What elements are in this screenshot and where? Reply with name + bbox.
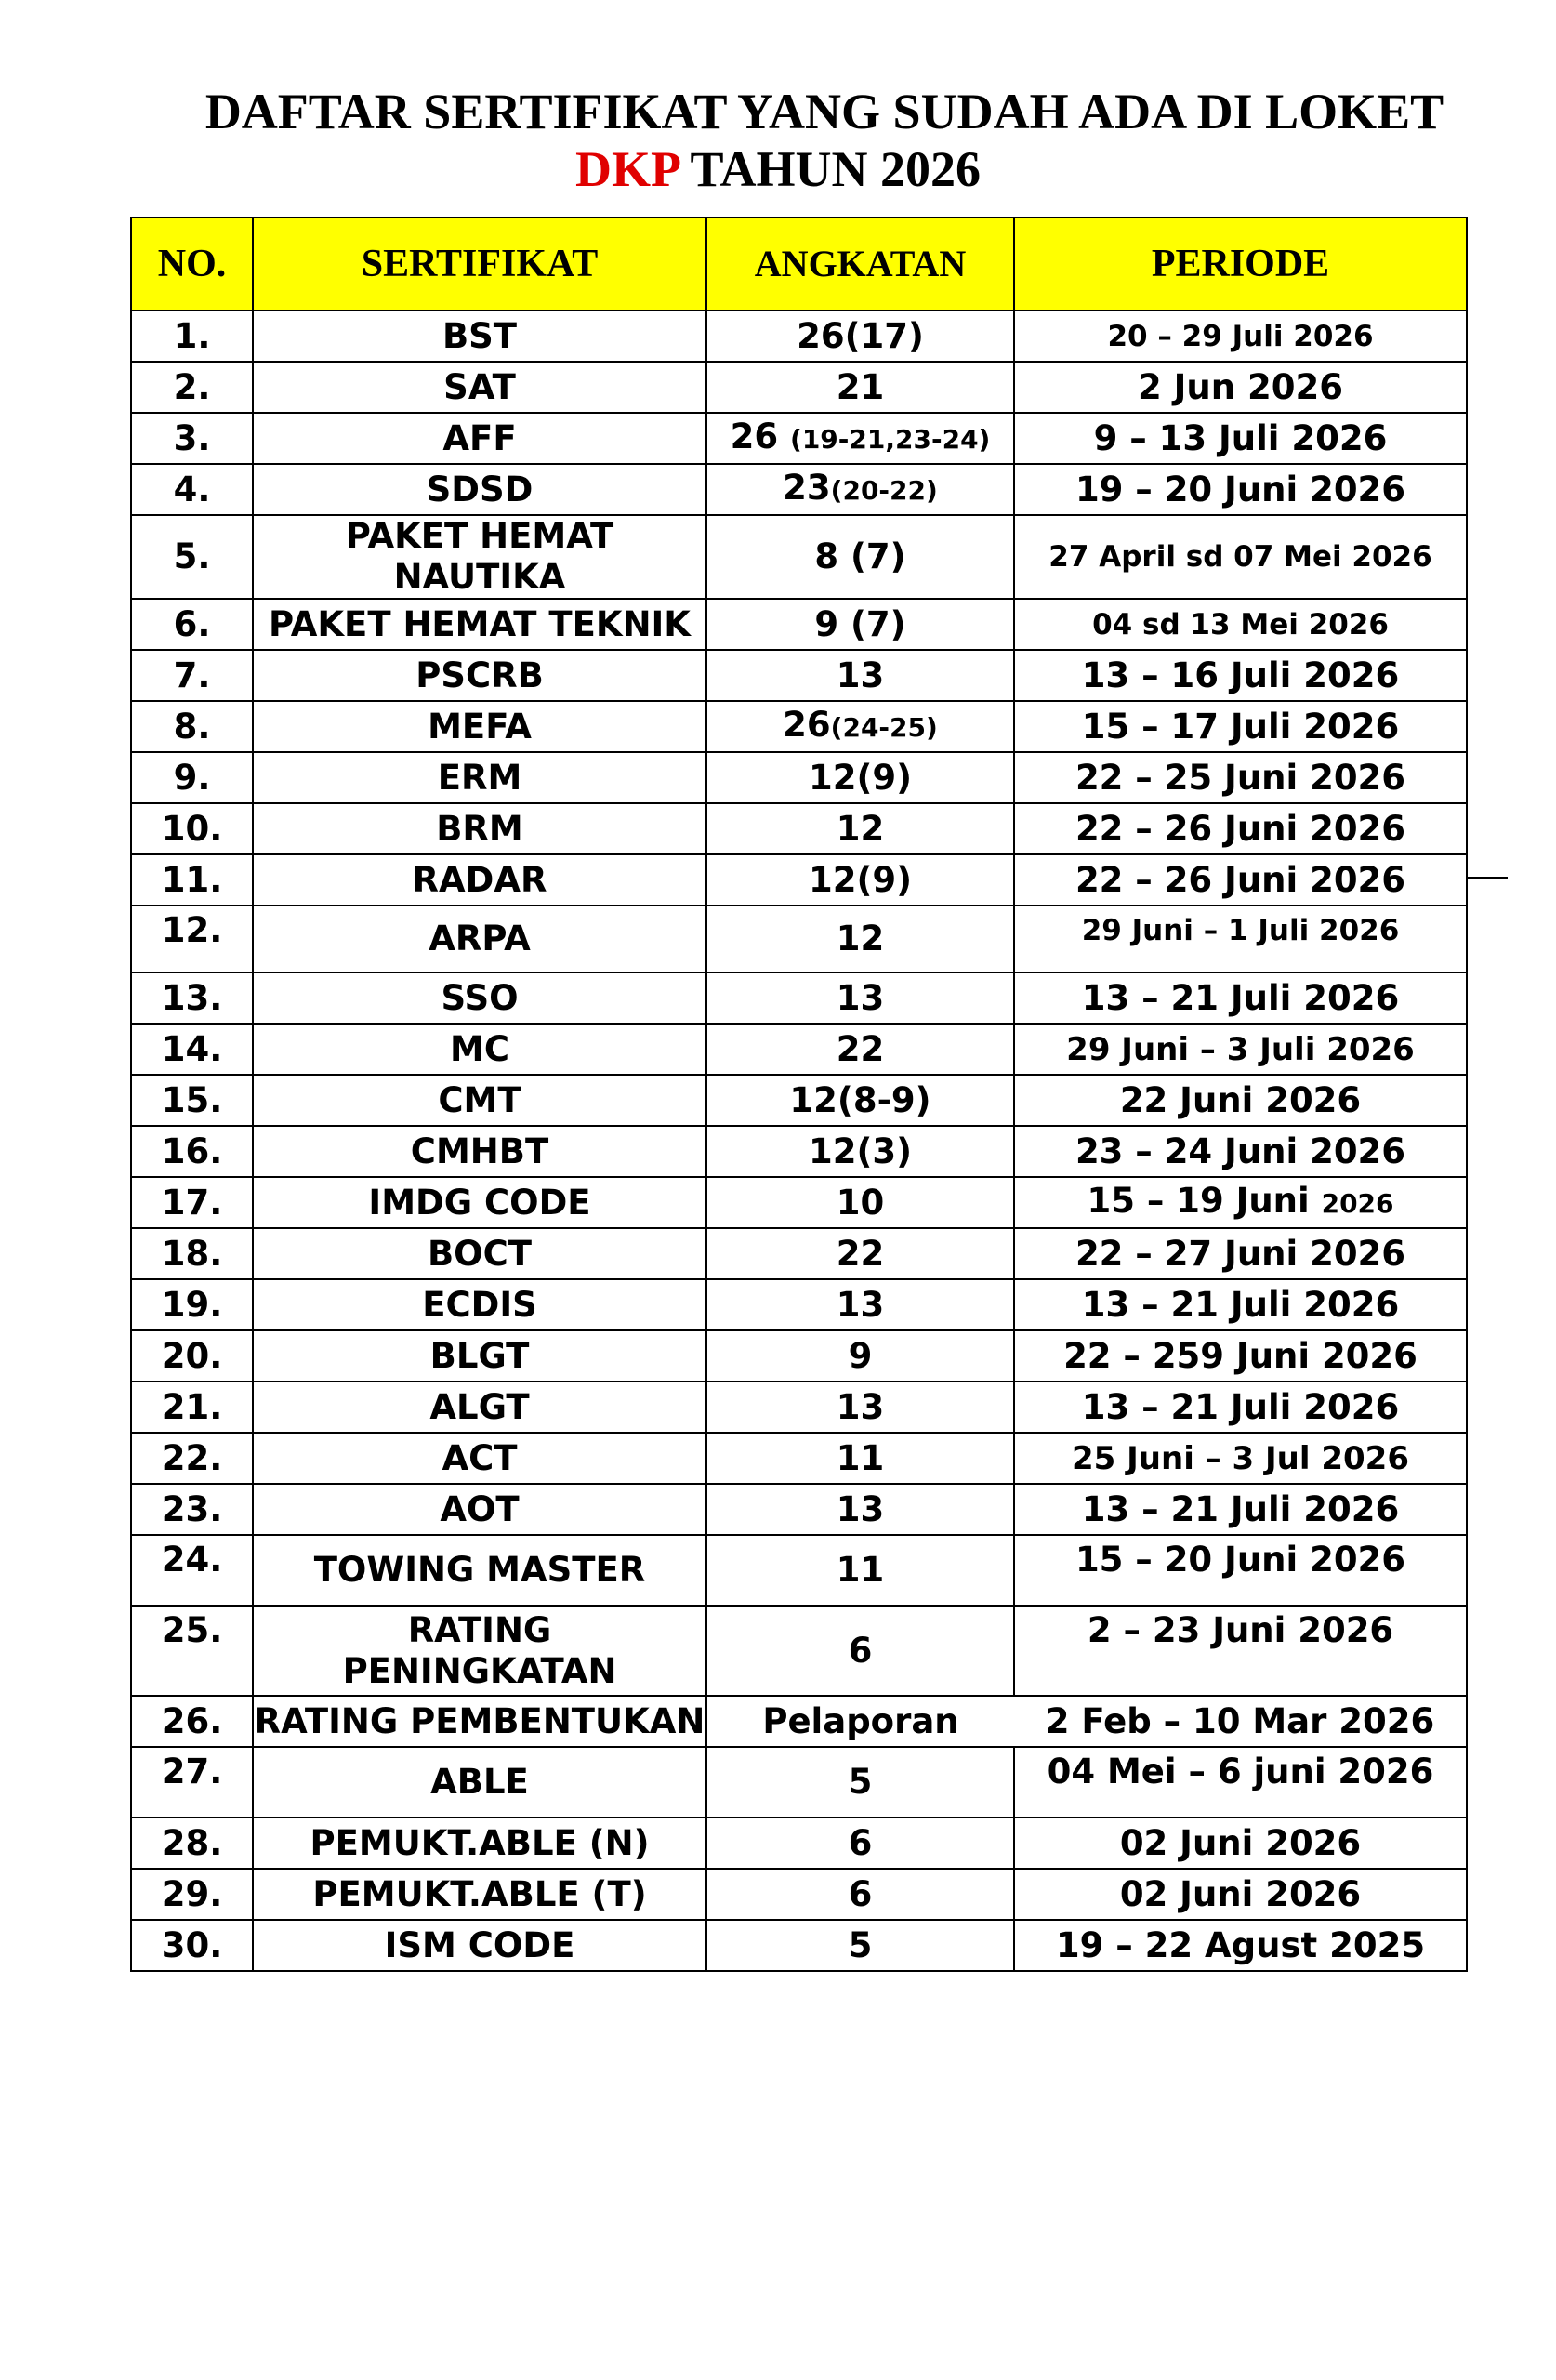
row-periode: 27 April sd 07 Mei 2026 — [1014, 515, 1467, 599]
row-periode: 2 Jun 2026 — [1014, 362, 1467, 413]
table-row — [131, 752, 1467, 803]
angkatan-sub: (24-25) — [830, 712, 938, 743]
angkatan-sub: (20-22) — [830, 475, 938, 506]
row-no: 17. — [131, 1177, 253, 1228]
row-angkatan: 8 (7) — [706, 515, 1014, 599]
row-sertifikat: BST — [253, 311, 706, 362]
row-sertifikat: SAT — [253, 362, 706, 413]
row-no: 10. — [131, 803, 253, 854]
angkatan-main: 23 — [783, 468, 831, 508]
row-sertifikat: AOT — [253, 1484, 706, 1535]
row-sertifikat — [253, 1606, 706, 1696]
row-no: 4. — [131, 464, 253, 515]
row-angkatan: 12 — [706, 803, 1014, 854]
row-no: 16. — [131, 1126, 253, 1177]
row-periode: 13 – 21 Juli 2026 — [1014, 972, 1467, 1024]
table-row — [131, 1747, 1467, 1818]
row-periode: 25 Juni – 3 Jul 2026 — [1014, 1433, 1467, 1484]
table-row — [131, 1818, 1467, 1869]
row-no: 18. — [131, 1228, 253, 1279]
row-no: 13. — [131, 972, 253, 1024]
row-periode: 29 Juni – 3 Juli 2026 — [1014, 1024, 1467, 1075]
header-angkatan: ANGKATAN — [706, 218, 1014, 311]
row-sertifikat: SSO — [253, 972, 706, 1024]
row-periode: 04 sd 13 Mei 2026 — [1014, 599, 1467, 650]
row-no: 14. — [131, 1024, 253, 1075]
row-angkatan: 6 — [706, 1818, 1014, 1869]
row-angkatan: 6 — [706, 1606, 1014, 1696]
row-periode: 15 – 17 Juli 2026 — [1014, 701, 1467, 752]
row-angkatan: 5 — [706, 1920, 1014, 1971]
table-row — [131, 1869, 1467, 1920]
row-no: 25. — [131, 1606, 253, 1696]
row-no: 19. — [131, 1279, 253, 1330]
row-periode: 22 – 27 Juni 2026 — [1014, 1228, 1467, 1279]
row-angkatan: 6 — [706, 1869, 1014, 1920]
row-no: 8. — [131, 701, 253, 752]
row-sertifikat: ALGT — [253, 1382, 706, 1433]
row-no: 28. — [131, 1818, 253, 1869]
row-angkatan: 13 — [706, 1484, 1014, 1535]
row-sertifikat: ISM CODE — [253, 1920, 706, 1971]
row-periode: 13 – 16 Juli 2026 — [1014, 650, 1467, 701]
row-periode: 19 – 22 Agust 2025 — [1014, 1920, 1467, 1971]
row-no: 12. — [131, 906, 253, 972]
row-periode: 02 Juni 2026 — [1014, 1869, 1467, 1920]
row-no: 27. — [131, 1747, 253, 1818]
row-no: 3. — [131, 413, 253, 464]
row-angkatan: 9 — [706, 1330, 1014, 1382]
row-angkatan: 26(17) — [706, 311, 1014, 362]
row-no: 21. — [131, 1382, 253, 1433]
table-row — [131, 599, 1467, 650]
header-periode: PERIODE — [1014, 218, 1467, 311]
row-periode: 13 – 21 Juli 2026 — [1014, 1484, 1467, 1535]
row-periode: 29 Juni – 1 Juli 2026 — [1014, 906, 1467, 972]
table-row — [131, 362, 1467, 413]
row-no: 5. — [131, 515, 253, 599]
row-no: 1. — [131, 311, 253, 362]
row-angkatan: 12(3) — [706, 1126, 1014, 1177]
row-sertifikat: PAKET HEMAT TEKNIK — [253, 599, 706, 650]
row-sertifikat: MC — [253, 1024, 706, 1075]
row-angkatan — [706, 464, 1014, 515]
table-row — [131, 1606, 1467, 1696]
row-no: 29. — [131, 1869, 253, 1920]
row-sertifikat: PSCRB — [253, 650, 706, 701]
row-sertifikat: BLGT — [253, 1330, 706, 1382]
row-no: 26. — [131, 1696, 253, 1747]
row-no: 15. — [131, 1075, 253, 1126]
row-angkatan: 22 — [706, 1024, 1014, 1075]
row-periode: 13 – 21 Juli 2026 — [1014, 1279, 1467, 1330]
row-periode: 22 – 259 Juni 2026 — [1014, 1330, 1467, 1382]
row-no: 7. — [131, 650, 253, 701]
row-sertifikat: PEMUKT.ABLE (T) — [253, 1869, 706, 1920]
row-sertifikat: CMT — [253, 1075, 706, 1126]
row-sertifikat: BOCT — [253, 1228, 706, 1279]
row-angkatan: 11 — [706, 1433, 1014, 1484]
table-row — [131, 1126, 1467, 1177]
table-row — [131, 1484, 1467, 1535]
periode-year: 2026 — [1321, 1188, 1394, 1219]
row-no: 2. — [131, 362, 253, 413]
row-sertifikat: MEFA — [253, 701, 706, 752]
angkatan-sub: (19-21,23-24) — [790, 424, 991, 455]
row-sertifikat: BRM — [253, 803, 706, 854]
row-sertifikat: RADAR — [253, 854, 706, 906]
table-row — [131, 1535, 1467, 1606]
table-row — [131, 803, 1467, 854]
row-angkatan: 12 — [706, 906, 1014, 972]
row-periode: 23 – 24 Juni 2026 — [1014, 1126, 1467, 1177]
row-angkatan: 10 — [706, 1177, 1014, 1228]
row-angkatan: 5 — [706, 1747, 1014, 1818]
row-periode: 19 – 20 Juni 2026 — [1014, 464, 1467, 515]
row-angkatan: 12(8-9) — [706, 1075, 1014, 1126]
row-no: 6. — [131, 599, 253, 650]
document-subtitle — [0, 141, 1556, 197]
header-no: NO. — [131, 218, 253, 311]
angkatan-main: 26 — [783, 705, 831, 745]
row-periode: 22 – 26 Juni 2026 — [1014, 854, 1467, 906]
row-angkatan: 12(9) — [706, 752, 1014, 803]
row-periode: 22 – 25 Juni 2026 — [1014, 752, 1467, 803]
table-row — [131, 1075, 1467, 1126]
row-periode: 22 – 26 Juni 2026 — [1014, 803, 1467, 854]
angkatan-main: 26 — [730, 416, 791, 456]
row-angkatan: 11 — [706, 1535, 1014, 1606]
row-no: 30. — [131, 1920, 253, 1971]
table-row — [131, 1177, 1467, 1228]
table-row — [131, 701, 1467, 752]
row-angkatan: Pelaporan — [706, 1696, 1014, 1747]
row-periode: 2 – 23 Juni 2026 — [1014, 1606, 1467, 1696]
table-row — [131, 1433, 1467, 1484]
row-no: 23. — [131, 1484, 253, 1535]
row-periode — [1014, 1177, 1467, 1228]
row-angkatan: 22 — [706, 1228, 1014, 1279]
row-angkatan — [706, 701, 1014, 752]
table-row — [131, 1920, 1467, 1971]
table-row — [131, 972, 1467, 1024]
dkp-label: DKP — [574, 141, 679, 197]
row-no: 22. — [131, 1433, 253, 1484]
row-sertifikat: PEMUKT.ABLE (N) — [253, 1818, 706, 1869]
row-sertifikat: ACT — [253, 1433, 706, 1484]
table-row — [131, 1279, 1467, 1330]
table-row — [131, 1696, 1467, 1747]
row-angkatan: 12(9) — [706, 854, 1014, 906]
row-angkatan: 13 — [706, 1279, 1014, 1330]
year-label: TAHUN 2026 — [690, 141, 982, 197]
row-periode: 15 – 20 Juni 2026 — [1014, 1535, 1467, 1606]
table-row — [131, 515, 1467, 599]
row-angkatan: 21 — [706, 362, 1014, 413]
table-row — [131, 413, 1467, 464]
row-angkatan — [706, 413, 1014, 464]
table-row — [131, 311, 1467, 362]
row-periode: 22 Juni 2026 — [1014, 1075, 1467, 1126]
row-no: 20. — [131, 1330, 253, 1382]
certificate-table — [130, 217, 1468, 1972]
table-row — [131, 854, 1467, 906]
table-row — [131, 1228, 1467, 1279]
row-periode: 02 Juni 2026 — [1014, 1818, 1467, 1869]
row-sertifikat: RATING PEMBENTUKAN — [253, 1696, 706, 1747]
table-header-row — [131, 218, 1467, 311]
row-sertifikat: ECDIS — [253, 1279, 706, 1330]
row-no: 11. — [131, 854, 253, 906]
table-row — [131, 1024, 1467, 1075]
sertifikat-line1: RATING — [407, 1609, 552, 1650]
stray-line — [1466, 877, 1508, 879]
row-sertifikat: PAKET HEMAT NAUTIKA — [253, 515, 706, 599]
table-row — [131, 650, 1467, 701]
row-no: 24. — [131, 1535, 253, 1606]
row-angkatan: 13 — [706, 972, 1014, 1024]
document-title: DAFTAR SERTIFIKAT YANG SUDAH ADA DI LOKET — [204, 84, 1444, 139]
row-periode: 2 Feb – 10 Mar 2026 — [1014, 1696, 1467, 1747]
row-periode: 9 – 13 Juli 2026 — [1014, 413, 1467, 464]
row-periode: 20 – 29 Juli 2026 — [1014, 311, 1467, 362]
sertifikat-line2: PENINGKATAN — [342, 1650, 617, 1691]
table-row — [131, 906, 1467, 972]
row-angkatan: 13 — [706, 1382, 1014, 1433]
row-periode: 04 Mei – 6 juni 2026 — [1014, 1747, 1467, 1818]
row-sertifikat: TOWING MASTER — [253, 1535, 706, 1606]
row-sertifikat: CMHBT — [253, 1126, 706, 1177]
row-periode: 13 – 21 Juli 2026 — [1014, 1382, 1467, 1433]
table-row — [131, 1330, 1467, 1382]
row-angkatan: 9 (7) — [706, 599, 1014, 650]
periode-main: 15 – 19 Juni — [1087, 1181, 1322, 1221]
table-row — [131, 1382, 1467, 1433]
table-row — [131, 464, 1467, 515]
row-sertifikat: ABLE — [253, 1747, 706, 1818]
row-no: 9. — [131, 752, 253, 803]
row-sertifikat: IMDG CODE — [253, 1177, 706, 1228]
row-sertifikat: SDSD — [253, 464, 706, 515]
header-sertifikat: SERTIFIKAT — [253, 218, 706, 311]
row-sertifikat: AFF — [253, 413, 706, 464]
row-sertifikat: ARPA — [253, 906, 706, 972]
row-angkatan: 13 — [706, 650, 1014, 701]
row-sertifikat: ERM — [253, 752, 706, 803]
